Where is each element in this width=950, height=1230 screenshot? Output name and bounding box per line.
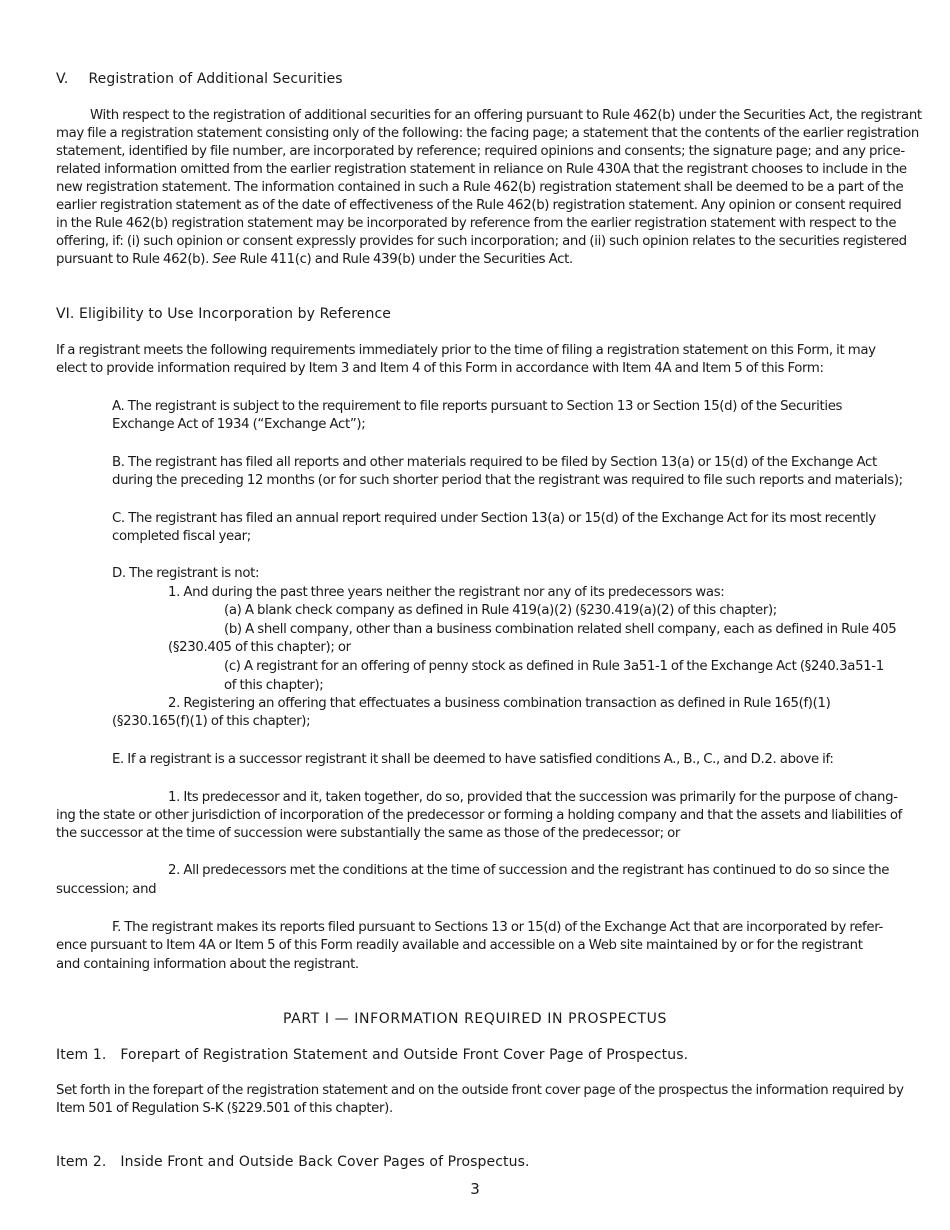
item-1-label: Item 1. bbox=[56, 1047, 107, 1063]
section-v-line: in the Rule 462(b) registration statement may be incorporated by reference from the earlier registration statement with respect to the bbox=[56, 216, 897, 231]
item-1-title: Forepart of Registration Statement and Outside Front Cover Page of Prospectus. bbox=[120, 1047, 689, 1063]
condition-d-2: 2. Registering an offering that effectuates a business combination transaction as defined in Rule 165(f)(1) bbox=[168, 696, 831, 711]
section-v-line: related information omitted from the earlier registration statement in reliance on Rule 430A that the registrant chooses to include in the bbox=[56, 162, 907, 177]
condition-a-line: A. The registrant is subject to the requirement to file reports pursuant to Section 13 or Section 15(d) of the Securities bbox=[112, 399, 843, 414]
condition-d-2-cont: (§230.165(f)(1) of this chapter); bbox=[112, 714, 311, 729]
item-1-heading bbox=[56, 1046, 688, 1064]
section-v-line: new registration statement. The information contained in such a Rule 462(b) registration statement shall be deemed to be a part of the bbox=[56, 180, 904, 195]
condition-e-2-line: 2. All predecessors met the conditions at the time of succession and the registrant has continued to do so since the bbox=[168, 863, 890, 878]
condition-e-1-line: ing the state or other jurisdiction of incorporation of the predecessor or forming a holding company and that the assets and liabilities of bbox=[56, 808, 903, 823]
part-i-heading: PART I — INFORMATION REQUIRED IN PROSPECTUS bbox=[283, 1011, 667, 1027]
section-v-line: statement, identified by file number, are incorporated by reference; required opinions and consents; the signature page; and any price- bbox=[56, 144, 905, 159]
condition-d-1b: (b) A shell company, other than a business combination related shell company, each as defined in Rule 405 bbox=[224, 622, 897, 637]
section-vi-heading: VI. Eligibility to Use Incorporation by Reference bbox=[56, 306, 391, 322]
section-v-heading bbox=[56, 70, 343, 88]
section-v-line: offering, if: (i) such opinion or consent expressly provides for such incorporation; and (ii) such opinion relates to the securities registered bbox=[56, 234, 907, 249]
condition-d-1a: (a) A blank check company as defined in Rule 419(a)(2) (§230.419(a)(2) of this chapter); bbox=[224, 603, 777, 618]
condition-c-line: completed fiscal year; bbox=[112, 529, 251, 544]
see-reference: See bbox=[212, 252, 237, 267]
condition-f-line: ence pursuant to Item 4A or Item 5 of this Form readily available and accessible on a Web site maintained by or for the registrant bbox=[56, 938, 863, 953]
section-v-line: earlier registration statement as of the date of effectiveness of the Rule 462(b) registration statement. Any opinion or consent required bbox=[56, 198, 902, 213]
condition-f-line: and containing information about the registrant. bbox=[56, 957, 359, 972]
section-v-number: V. bbox=[56, 71, 69, 87]
condition-d-1: 1. And during the past three years neither the registrant nor any of its predecessors was: bbox=[168, 585, 725, 600]
section-v-last-line: pursuant to Rule 462(b). See Rule 411(c) and Rule 439(b) under the Securities Act. bbox=[56, 252, 573, 267]
item-1-body-line: Set forth in the forepart of the registration statement and on the outside front cover page of the prospectus the information required by bbox=[56, 1083, 904, 1098]
condition-b-line: B. The registrant has filed all reports and other materials required to be filed by Section 13(a) or 15(d) of the Exchange Act bbox=[112, 455, 877, 470]
item-2-title: Inside Front and Outside Back Cover Pages of Prospectus. bbox=[120, 1154, 530, 1170]
condition-d-1c-cont: of this chapter); bbox=[224, 678, 324, 693]
item-2-heading bbox=[56, 1153, 530, 1171]
section-v-title: Registration of Additional Securities bbox=[88, 71, 343, 87]
section-vi-intro-line: elect to provide information required by Item 3 and Item 4 of this Form in accordance with Item 4A and Item 5 of this Form: bbox=[56, 361, 824, 376]
section-v-line: may file a registration statement consisting only of the following: the facing page; a statement that the contents of the earlier registration bbox=[56, 126, 919, 141]
condition-e-1-line: the successor at the time of succession were substantially the same as those of the predecessor; or bbox=[56, 826, 681, 841]
condition-e-2-line: succession; and bbox=[56, 882, 157, 897]
condition-d-1c: (c) A registrant for an offering of penny stock as defined in Rule 3a51-1 of the Exchange Act (§240.3a51-1 bbox=[224, 659, 884, 674]
condition-e-heading: E. If a registrant is a successor registrant it shall be deemed to have satisfied conditions A., B., C., and D.2. above if: bbox=[112, 752, 834, 767]
condition-d-1b-cont: (§230.405 of this chapter); or bbox=[168, 640, 351, 655]
section-vi-intro-line: If a registrant meets the following requirements immediately prior to the time of filing a registration statement on this Form, it may bbox=[56, 343, 876, 358]
condition-a-line: Exchange Act of 1934 (“Exchange Act”); bbox=[112, 417, 366, 432]
condition-e-1-line: 1. Its predecessor and it, taken together, do so, provided that the succession was primarily for the purpose of chang- bbox=[168, 790, 898, 805]
item-1-body-line: Item 501 of Regulation S-K (§229.501 of this chapter). bbox=[56, 1101, 393, 1116]
item-2-label: Item 2. bbox=[56, 1154, 107, 1170]
condition-c-line: C. The registrant has filed an annual report required under Section 13(a) or 15(d) of the Exchange Act for its most recently bbox=[112, 511, 876, 526]
condition-f-line: F. The registrant makes its reports filed pursuant to Sections 13 or 15(d) of the Exchange Act that are incorporated by refer- bbox=[112, 920, 883, 935]
condition-b-line: during the preceding 12 months (or for such shorter period that the registrant was required to file such reports and materials); bbox=[112, 473, 903, 488]
condition-d-heading: D. The registrant is not: bbox=[112, 566, 260, 581]
page-number: 3 bbox=[470, 1180, 480, 1198]
section-v-line: With respect to the registration of additional securities for an offering pursuant to Rule 462(b) under the Securities Act, the registrant bbox=[90, 108, 922, 123]
